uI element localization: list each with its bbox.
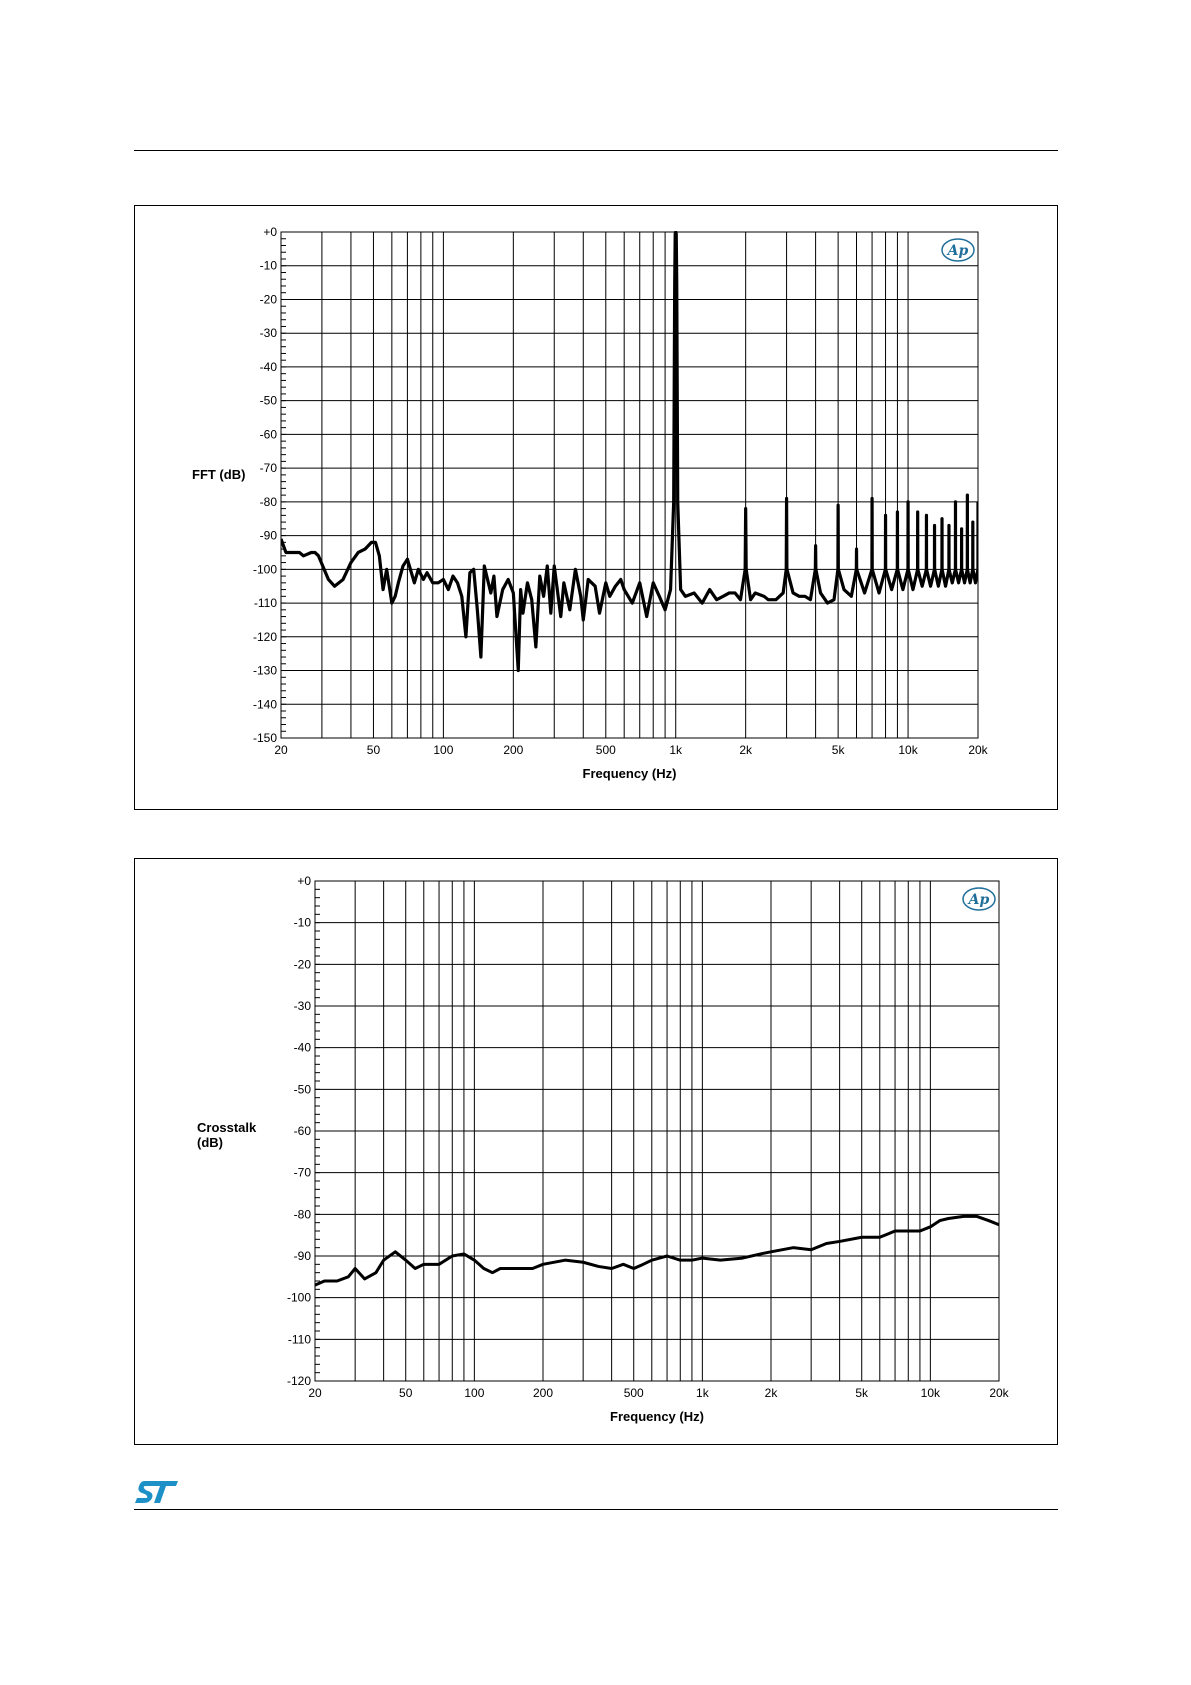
x-tick-label: 5k bbox=[855, 1386, 869, 1400]
x-tick-label: 50 bbox=[366, 743, 381, 757]
svg-text:Ap: Ap bbox=[947, 243, 969, 259]
y-tick-label: -90 bbox=[293, 1249, 311, 1263]
y-tick-label: -80 bbox=[259, 494, 277, 509]
x-tick-label: 20 bbox=[274, 743, 288, 757]
y-axis-title: Crosstalk bbox=[197, 1120, 257, 1135]
y-tick-label: -110 bbox=[287, 1332, 311, 1347]
y-tick-label: -70 bbox=[293, 1165, 311, 1180]
plot-area bbox=[281, 232, 978, 738]
x-tick-label: 20 bbox=[308, 1386, 322, 1400]
footer-rule bbox=[134, 1509, 1058, 1510]
x-tick-label: 10k bbox=[920, 1386, 941, 1400]
y-tick-label: -10 bbox=[259, 258, 277, 273]
fft-chart-frame bbox=[134, 205, 1058, 810]
y-tick-label: -140 bbox=[252, 697, 277, 712]
x-tick-label: 500 bbox=[623, 1386, 644, 1400]
y-tick-label: +0 bbox=[297, 874, 311, 888]
y-tick-label: -60 bbox=[293, 1124, 311, 1138]
crosstalk-chart bbox=[135, 859, 1057, 1444]
svg-text:Ap: Ap bbox=[968, 892, 990, 908]
y-tick-label: -20 bbox=[293, 957, 311, 972]
fft-chart bbox=[135, 206, 1057, 809]
x-tick-label: 200 bbox=[532, 1386, 554, 1400]
y-tick-label: -50 bbox=[259, 393, 277, 408]
y-tick-label: -150 bbox=[252, 731, 277, 745]
x-tick-label: 20k bbox=[968, 743, 988, 757]
x-tick-label: 200 bbox=[503, 743, 524, 757]
x-tick-label: 1k bbox=[696, 1386, 709, 1400]
x-axis-title: Frequency (Hz) bbox=[610, 1409, 704, 1424]
y-tick-label: -30 bbox=[259, 326, 277, 341]
x-tick-label: 100 bbox=[433, 743, 454, 757]
y-axis-title: (dB) bbox=[197, 1135, 223, 1150]
x-tick-label: 2k bbox=[764, 1386, 778, 1400]
x-tick-label: 500 bbox=[595, 743, 616, 757]
y-tick-label: -70 bbox=[259, 461, 277, 476]
y-tick-label: -30 bbox=[293, 999, 311, 1013]
x-tick-label: 1k bbox=[669, 743, 683, 757]
y-axis-title: FFT (dB) bbox=[192, 467, 246, 482]
x-tick-label: 50 bbox=[399, 1386, 413, 1400]
y-tick-label: -60 bbox=[259, 427, 277, 442]
y-tick-label: -10 bbox=[293, 915, 311, 930]
y-tick-label: -120 bbox=[252, 629, 277, 644]
y-tick-label: -50 bbox=[293, 1082, 311, 1097]
x-tick-label: 2k bbox=[739, 743, 753, 757]
x-axis-title: Frequency (Hz) bbox=[582, 766, 677, 781]
y-tick-label: -90 bbox=[259, 528, 277, 543]
y-tick-label: -80 bbox=[293, 1207, 311, 1222]
y-tick-label: -40 bbox=[259, 359, 277, 374]
x-tick-label: 20k bbox=[989, 1386, 1009, 1400]
x-tick-label: 100 bbox=[464, 1386, 485, 1400]
y-tick-label: -110 bbox=[253, 596, 277, 611]
y-minor-ticks bbox=[315, 881, 320, 1381]
y-tick-label: -100 bbox=[252, 562, 277, 577]
y-tick-label: -40 bbox=[293, 1040, 311, 1055]
y-tick-label: -100 bbox=[286, 1290, 311, 1305]
header-rule bbox=[134, 150, 1058, 151]
crosstalk-chart-frame bbox=[134, 858, 1058, 1445]
y-tick-label: -130 bbox=[252, 663, 277, 678]
y-tick-label: -120 bbox=[286, 1374, 311, 1388]
st-logo-icon bbox=[134, 1478, 180, 1506]
y-tick-label: +0 bbox=[263, 225, 277, 239]
y-tick-label: -20 bbox=[259, 292, 277, 307]
x-tick-label: 10k bbox=[898, 743, 918, 757]
x-tick-label: 5k bbox=[831, 743, 845, 757]
